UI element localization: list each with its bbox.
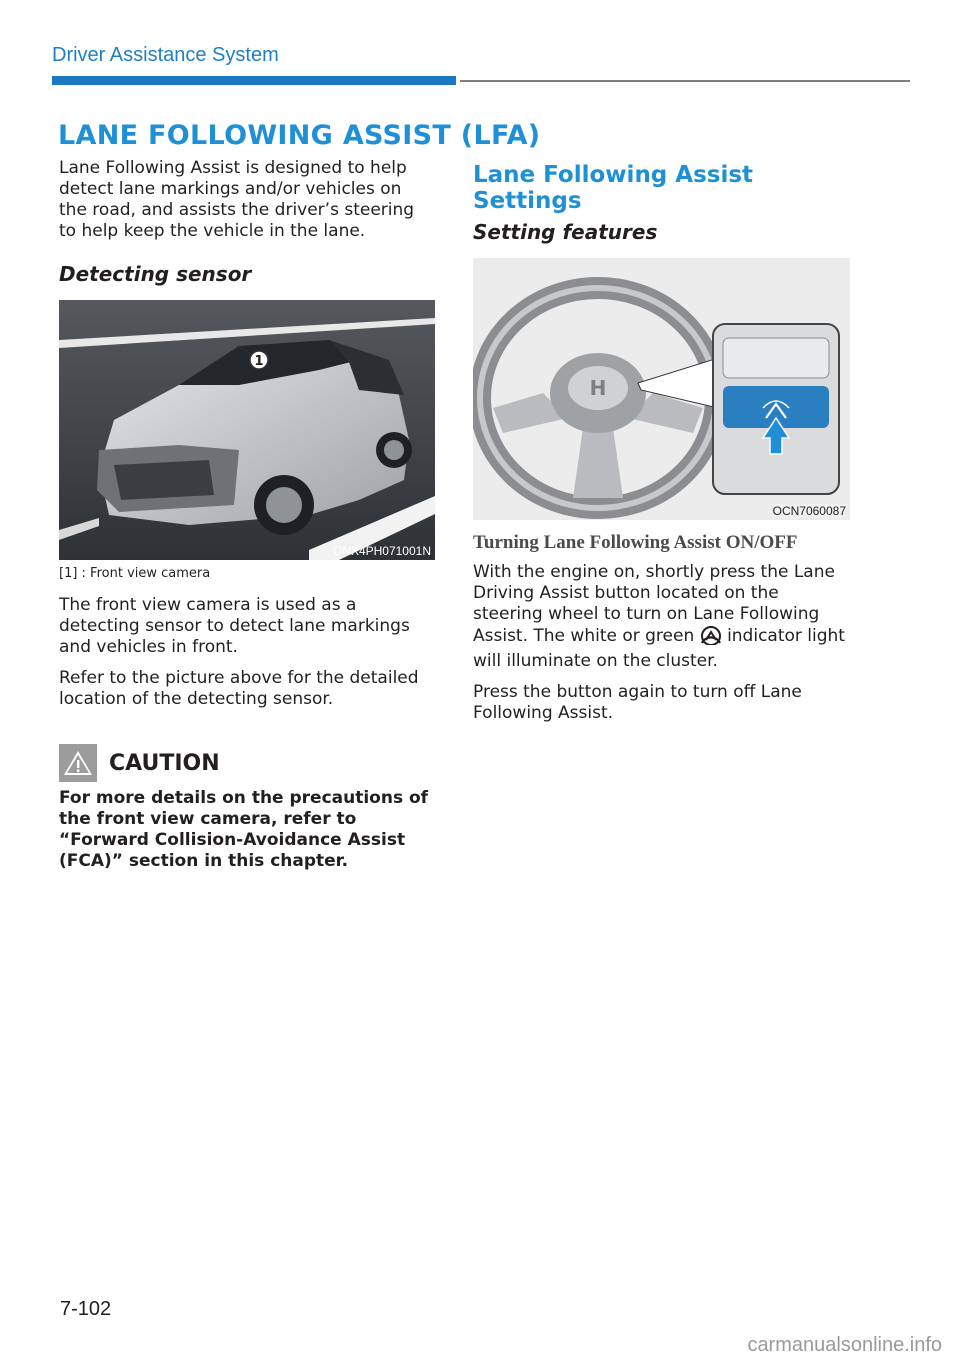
watermark[interactable]: carmanualsonline.info bbox=[747, 1334, 942, 1356]
car-camera-image bbox=[59, 300, 435, 560]
car-illustration bbox=[59, 300, 435, 560]
camera-paragraph: The front view camera is used as a detecting sensor to detect lane markings and vehicles in front. bbox=[59, 595, 410, 657]
location-paragraph: Refer to the picture above for the detailed location of the detecting sensor. bbox=[59, 668, 419, 709]
image-code: OCN7060087 bbox=[772, 504, 846, 518]
onoff-text-part1: With the engine on, shortly press the Lane Driving Assist button located on the steering wheel to turn on Lane Following Assist. The white or green bbox=[473, 562, 835, 646]
onoff-text-part2: indicator light will illuminate on the cluster. bbox=[473, 626, 845, 671]
caution-box bbox=[59, 744, 439, 872]
onoff-heading: Turning Lane Following Assist ON/OFF bbox=[473, 532, 798, 553]
header-rule-blue bbox=[52, 76, 456, 85]
svg-text:H: H bbox=[589, 376, 607, 400]
steering-wheel-image bbox=[473, 258, 850, 520]
intro-paragraph: Lane Following Assist is designed to help detect lane markings and/or vehicles on the road, and assists the driver’s steering to help keep the vehicle in the lane. bbox=[59, 158, 415, 241]
camera-callout: 1 bbox=[254, 354, 264, 369]
turn-off-paragraph: Press the button again to turn off Lane Following Assist. bbox=[473, 682, 802, 723]
warning-triangle-icon bbox=[59, 744, 97, 782]
header-rule-grey bbox=[460, 80, 910, 82]
onoff-paragraph bbox=[473, 562, 853, 672]
right-column bbox=[473, 158, 853, 724]
settings-heading: Lane Following Assist Settings bbox=[473, 162, 754, 214]
chapter-header: Driver Assistance System bbox=[52, 44, 279, 66]
image-code: ONX4PH071001N bbox=[332, 544, 431, 558]
page-number: 7-102 bbox=[60, 1298, 112, 1320]
caution-title: CAUTION bbox=[109, 750, 220, 776]
steering-wheel-illustration bbox=[473, 258, 850, 520]
caution-text: For more details on the precautions of the front view camera, refer to “Forward Collision-Avoidance Assist (FCA)” section in this chapter. bbox=[59, 788, 429, 871]
setting-features-heading: Setting features bbox=[473, 220, 658, 244]
lane-following-indicator-icon bbox=[700, 625, 722, 651]
left-column bbox=[59, 158, 439, 872]
caution-heading bbox=[59, 744, 439, 782]
section-title: LANE FOLLOWING ASSIST (LFA) bbox=[58, 120, 541, 151]
detecting-sensor-heading: Detecting sensor bbox=[59, 262, 252, 286]
image-caption: [1] : Front view camera bbox=[59, 566, 211, 581]
